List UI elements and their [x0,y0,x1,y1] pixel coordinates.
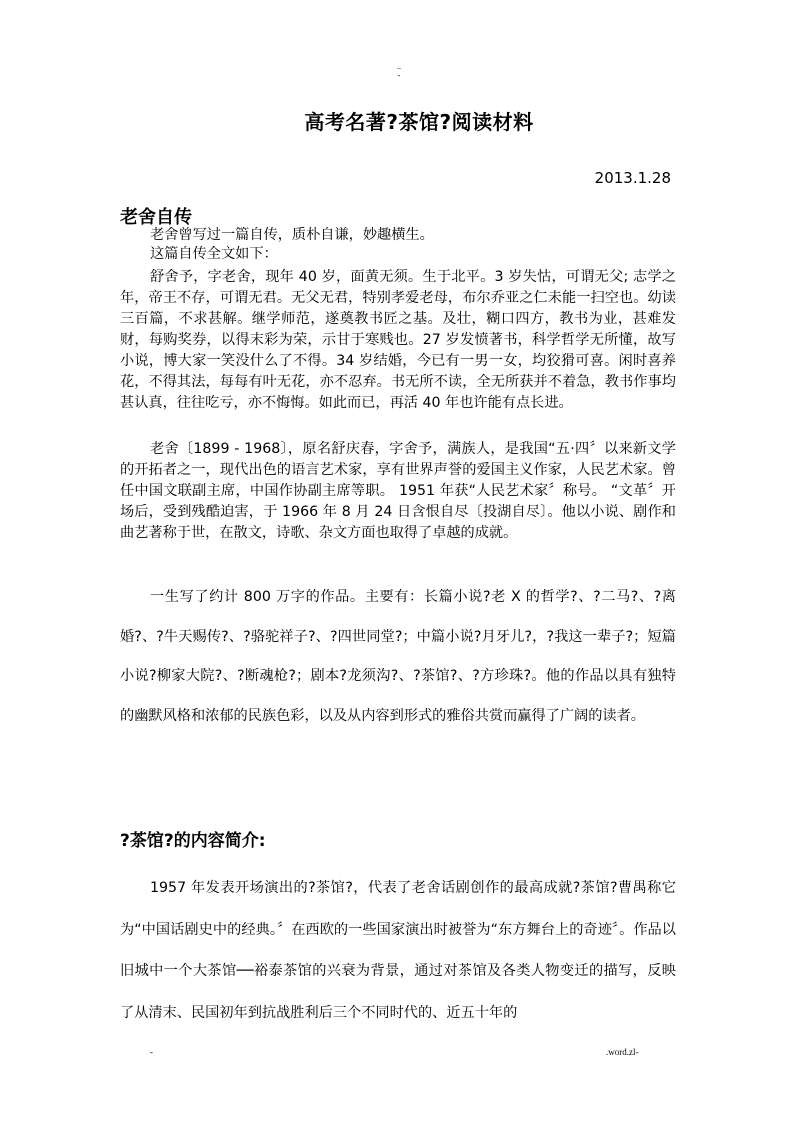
paragraph-biography: 老舍〔1899 - 1968〕，原名舒庆春，字舍予，满族人，是我国“五·四〞以来新文学的开拓者之一，现代出色的语言艺术家，享有世界声誉的爱国主义作家，人民艺术家。曾任中国文联副主席，中国作协副主席等职。 1951 年获“人民艺术家〞称号。 “文革〞开场后，受到残酷迫害，于 1966 年 8 月 24 日含恨自尽〔投湖自尽〕。他以小说、剧作和曲艺著称于世，在散文，诗歌、杂文方面也取得了卓越的成就。 [120,441,676,541]
paragraph-works: 一生写了约计 800 万字的作品。主要有：长篇小说?老 X 的哲学?、?二马?、?离婚?、?牛天赐传?、?骆驼祥子?、?四世同堂?；中篇小说?月牙儿?，?我这一辈子?；短篇小说?柳家大院?、?断魂枪?；剧本?龙须沟?、?茶馆?、?方珍珠?。他的作品以具有独特的幽默风格和浓郁的民族色彩，以及从内容到形式的雅俗共赏而赢得了广阔的读者。 [120,589,676,724]
footer-left: - [150,1047,153,1057]
header-mark [394,62,404,80]
section-heading-teahouse: ?茶馆?的内容简介: [120,831,266,851]
header-mark-top: .. [397,62,401,71]
paragraph-intro-2: 这篇自传全文如下： [150,246,278,262]
header-mark-bottom: - [397,71,401,80]
document-date: 2013.1.28 [594,169,671,187]
section-heading-autobiography: 老舍自传 [120,207,192,228]
paragraph-autobiography: 舒舍予，字老舍，现年 40 岁，面黄无须。生于北平。3 岁失怙，可谓无父; 志学之年，帝王不存，可谓无君。无父无君，特别孝爱老母，布尔乔亚之仁未能一扫空也。幼读三百篇，不求甚解。继学师范，遂奠教书匠之基。及壮，糊口四方，教书为业，甚难发财，每购奖券，以得末彩为荣，示甘于寒贱也。27 岁发愤著书，科学哲学无所懂，故写小说，博大家一笑没什么了不得。34 岁结婚，今已有一男一女，均狡猾可喜。闲时喜养花，不得其法，每每有叶无花，亦不忍弃。书无所不读，全无所获并不着急，教书作事均甚认真，往往吃亏，亦不悔悔。如此而已，再活 40 年也许能有点长进。 [120,269,676,411]
paragraph-teahouse-summary: 1957 年发表开场演出的?茶馆?，代表了老舍话剧创作的最高成就?茶馆?曹禺称它为“中国话剧史中的经典。〞在西欧的一些国家演出时被誉为“东方舞台上的奇迹〞。作品以旧城中一个大茶馆──裕泰茶馆的兴衰为背景，通过对茶馆及各类人物变迁的描写，反映了从清末、民国初年到抗战胜利后三个不同时代的、近五十年的 [120,880,676,1021]
page-title: 高考名著?茶馆?阅读材料 [304,110,534,134]
footer-right: .word.zl- [606,1047,639,1057]
paragraph-intro: 老舍曾写过一篇自传，质朴自谦，妙趣横生。 [150,227,434,243]
